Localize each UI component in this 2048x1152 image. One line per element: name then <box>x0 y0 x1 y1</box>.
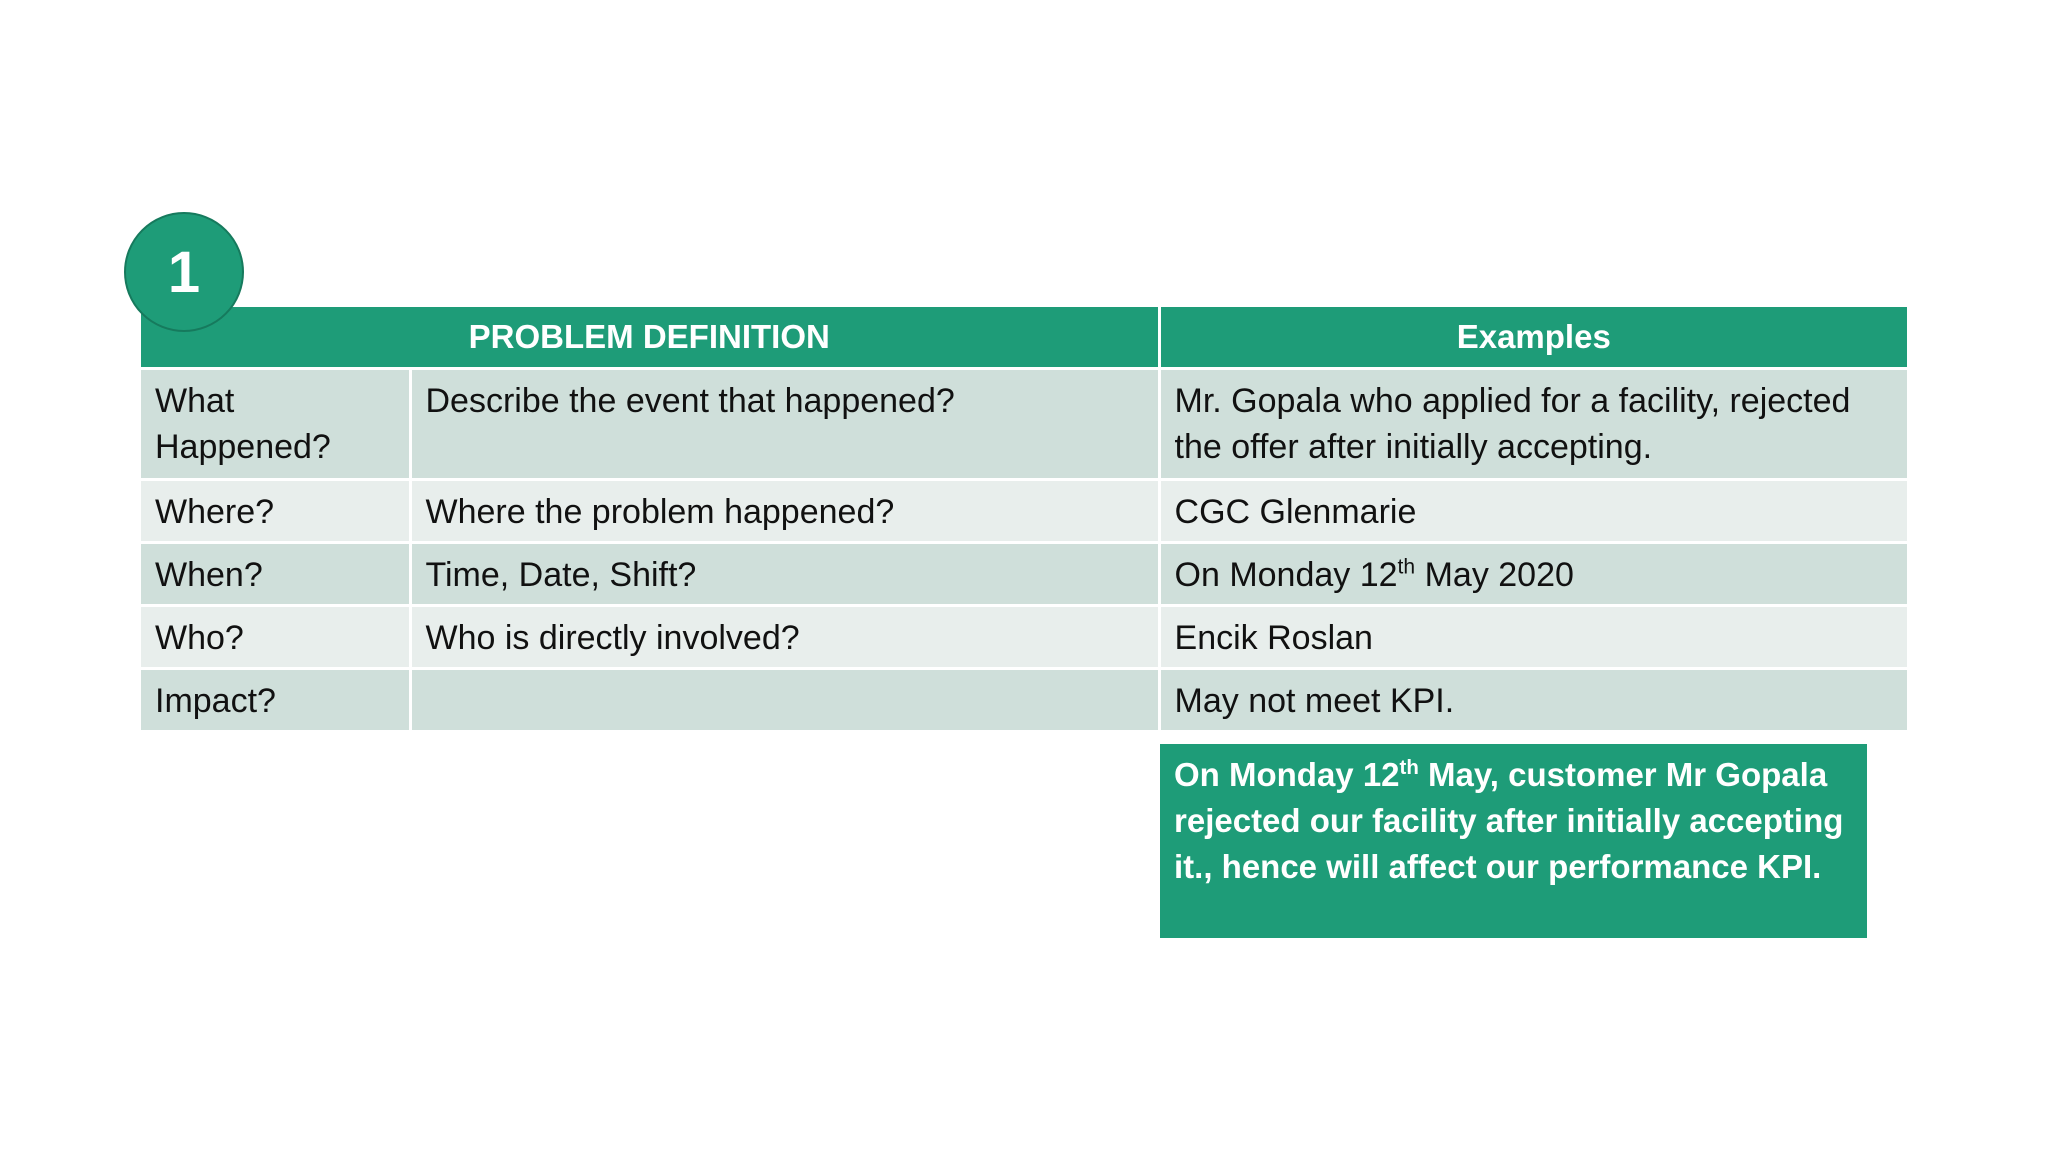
row-label: Where? <box>141 480 410 543</box>
header-problem-definition: PROBLEM DEFINITION <box>141 307 1159 369</box>
table-row <box>141 543 1907 606</box>
row-label: Impact? <box>141 669 410 732</box>
row-question <box>410 669 1159 732</box>
row-example: Mr. Gopala who applied for a facility, rejected the offer after initially accepting. <box>1159 369 1907 480</box>
step-number: 1 <box>167 239 201 305</box>
row-question: Who is directly involved? <box>410 606 1159 669</box>
ordinal-suffix: th <box>1399 756 1419 779</box>
table-row <box>141 606 1907 669</box>
table-row <box>141 369 1907 480</box>
example-text-end: May 2020 <box>1415 556 1574 594</box>
example-text-start: On Monday 12 <box>1174 556 1398 594</box>
row-question: Describe the event that happened? <box>410 369 1159 480</box>
row-example <box>1159 543 1907 606</box>
row-example: Encik Roslan <box>1159 606 1907 669</box>
row-label: What Happened? <box>141 369 410 480</box>
table-header-row <box>141 307 1907 369</box>
table-row <box>141 669 1907 732</box>
row-question: Time, Date, Shift? <box>410 543 1159 606</box>
row-question: Where the problem happened? <box>410 480 1159 543</box>
ordinal-suffix: th <box>1397 555 1416 579</box>
summary-text-end: May, customer Mr Gopala rejected our facility after initially accepting it., hence will affect our performance KPI. <box>1174 756 1844 885</box>
summary-text-start: On Monday 12 <box>1174 756 1400 793</box>
table-row <box>141 480 1907 543</box>
row-label: When? <box>141 543 410 606</box>
row-example: May not meet KPI. <box>1159 669 1907 732</box>
problem-statement-box <box>1160 744 1867 938</box>
problem-definition-table <box>141 307 1907 733</box>
row-example: CGC Glenmarie <box>1159 480 1907 543</box>
row-label: Who? <box>141 606 410 669</box>
step-number-badge <box>124 212 244 332</box>
header-examples: Examples <box>1159 307 1907 369</box>
